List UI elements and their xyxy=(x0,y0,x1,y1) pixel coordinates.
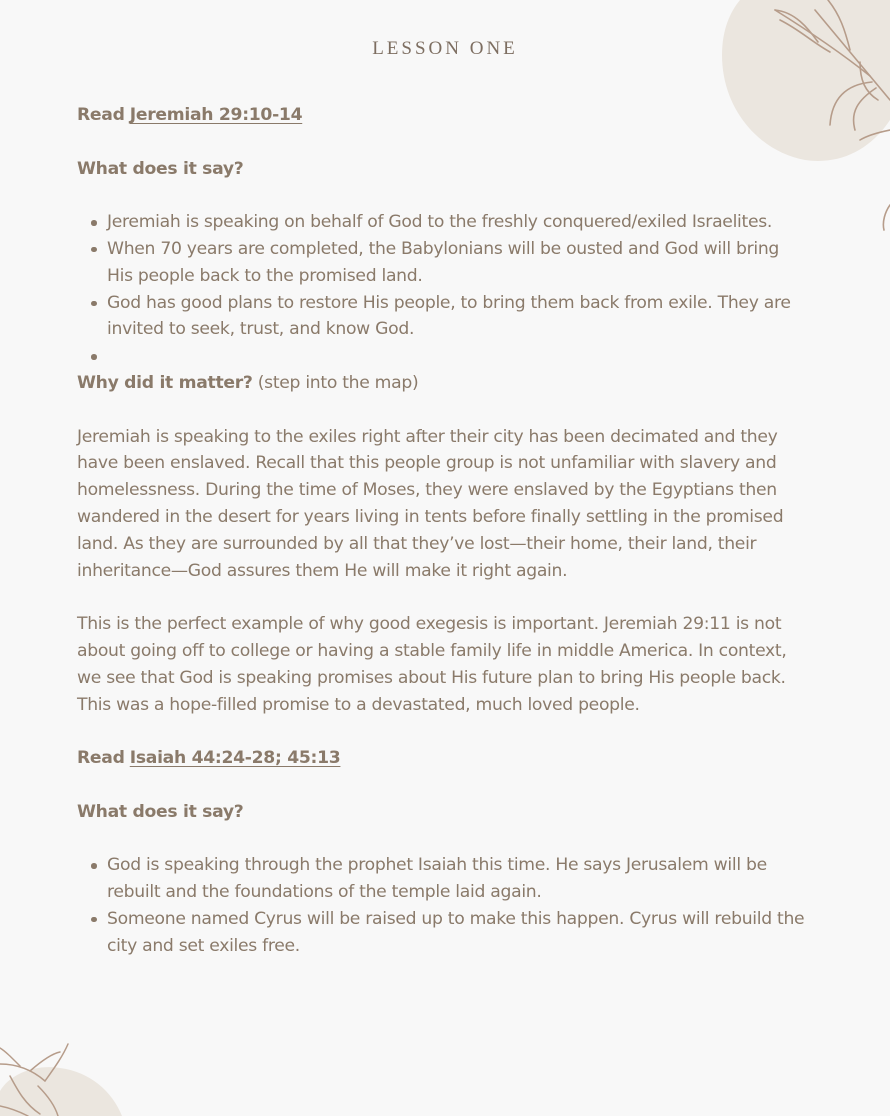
list-item: When 70 years are completed, the Babylonians will be ousted and God will bring His people back to the promised land. xyxy=(107,236,807,290)
paragraph-exegesis: This is the perfect example of why good exegesis is important. Jeremiah 29:11 is not about going off to college or having a stable family life in middle America. In context, we see that God is speaking promises about His future plan to bring His people back. This was a hope-filled promise to a devastated, much loved people. xyxy=(77,614,787,715)
paragraph-context: Jeremiah is speaking to the exiles right after their city has been decimated and they have been enslaved. Recall that this people group is not unfamiliar with slavery and homelessness. During the time of Moses, they were enslaved by the Egyptians then wandered in the desert for years living in tents before finally settling in the promised land. As they are surrounded by all that they’ve lost—their home, their land, their inheritance—God assures them He will make it right again. xyxy=(77,426,784,581)
read-prefix: Read xyxy=(77,748,125,769)
question-label: Why did it matter? xyxy=(77,372,253,393)
question-note: (step into the map) xyxy=(252,372,419,393)
lesson-content xyxy=(77,102,807,960)
question-what-does-it-say: What does it say? xyxy=(77,801,244,822)
list-item: Someone named Cyrus will be raised up to make this happen. Cyrus will rebuild the city and set exiles free. xyxy=(107,906,807,960)
list-item-empty xyxy=(107,343,807,370)
read-line-2 xyxy=(77,745,807,772)
scripture-link-jeremiah[interactable]: Jeremiah 29:10-14 xyxy=(129,105,303,125)
bullet-list-2 xyxy=(77,852,807,959)
page-title: LESSON ONE xyxy=(372,38,518,59)
read-prefix: Read xyxy=(77,105,125,125)
list-item: Jeremiah is speaking on behalf of God to the freshly conquered/exiled Israelites. xyxy=(107,209,807,236)
scripture-link-isaiah[interactable]: Isaiah 44:24-28; 45:13 xyxy=(129,748,341,769)
bullet-list-1 xyxy=(77,209,807,370)
read-line-1 xyxy=(77,102,807,129)
list-item: God has good plans to restore His people, to bring them back from exile. They are invited to seek, trust, and know God. xyxy=(107,290,807,344)
question-why-did-it-matter xyxy=(77,370,807,397)
question-what-does-it-say: What does it say? xyxy=(77,158,244,179)
bottom-left-leaf-decoration xyxy=(0,1036,130,1116)
list-item: God is speaking through the prophet Isaiah this time. He says Jerusalem will be rebuilt and the foundations of the temple laid again. xyxy=(107,852,807,906)
